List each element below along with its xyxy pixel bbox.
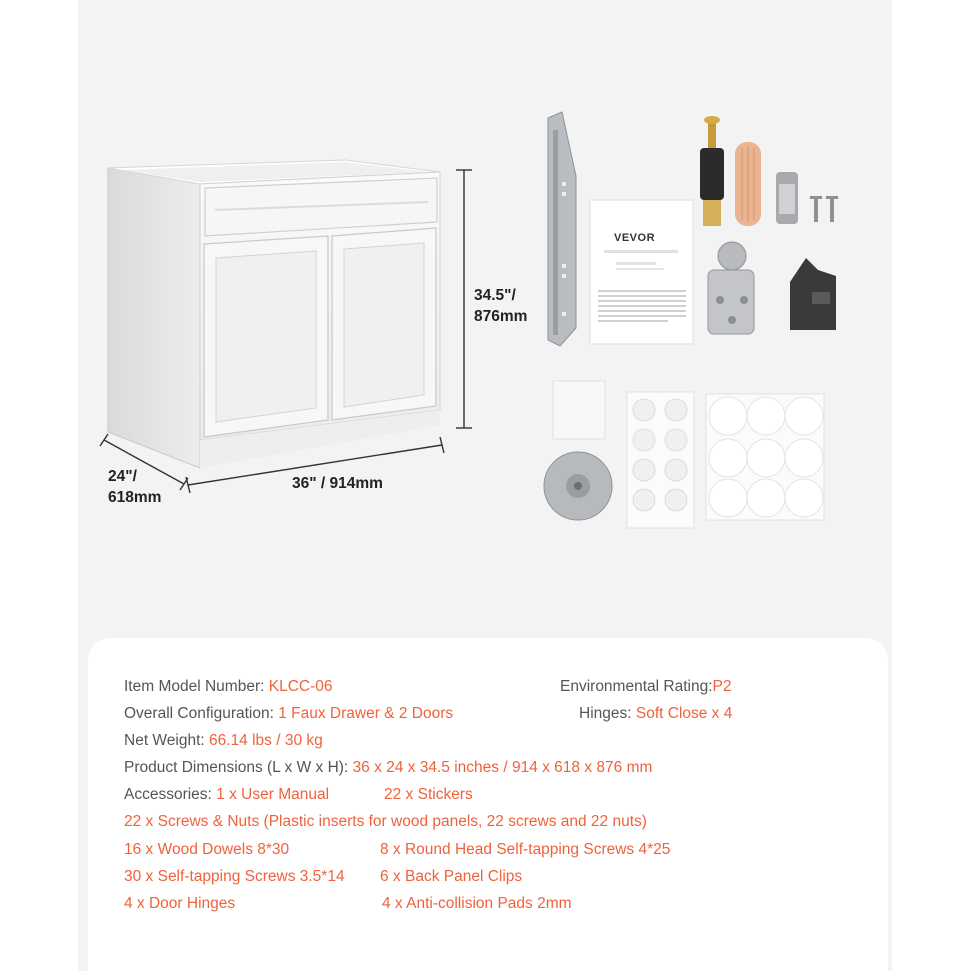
height-dimension-line — [456, 170, 472, 428]
vanity-cabinet — [108, 160, 440, 468]
width-dimension-label: 36" / 914mm — [292, 475, 383, 492]
cam-lock-disc — [544, 452, 612, 520]
hinges-label: Hinges: — [579, 705, 632, 722]
screws — [810, 196, 838, 222]
user-manual — [590, 200, 693, 344]
acc-manual: 1 x User Manual — [216, 786, 330, 803]
anti-collision-pads — [627, 392, 694, 528]
acc-pads: 4 x Anti-collision Pads 2mm — [382, 895, 572, 912]
environmental-rating — [560, 677, 731, 697]
manual-brand: VEVOR — [614, 232, 656, 244]
hinges — [579, 704, 732, 724]
env-label: Environmental Rating: — [560, 678, 713, 695]
product-dimensions — [124, 758, 652, 778]
hinges-value: Soft Close x 4 — [635, 705, 733, 722]
height-dimension-line2: 876mm — [474, 308, 528, 325]
accessories — [124, 785, 329, 805]
acc-clips: 6 x Back Panel Clips — [380, 868, 523, 885]
acc-stickers: 22 x Stickers — [384, 786, 473, 803]
acc-dowels: 16 x Wood Dowels 8*30 — [124, 841, 290, 858]
back-panel-clip — [790, 258, 836, 330]
model-value: KLCC-06 — [268, 678, 333, 695]
configuration — [124, 704, 453, 724]
config-value: 1 Faux Drawer & 2 Doors — [278, 705, 454, 722]
net-weight — [124, 731, 323, 751]
env-value: P2 — [712, 678, 732, 695]
acc-round-screws: 8 x Round Head Self-tapping Screws 4*25 — [380, 841, 671, 858]
depth-dimension-line1: 24"/ — [108, 468, 137, 485]
acc-hinges: 4 x Door Hinges — [124, 895, 236, 912]
door-hinge — [708, 242, 754, 334]
cam-bolt — [700, 116, 724, 226]
acc-self-tapping: 30 x Self-tapping Screws 3.5*14 — [124, 868, 345, 885]
felt-pad-pack — [553, 381, 605, 439]
model-number — [124, 677, 332, 697]
accessories-label: Accessories: — [124, 786, 212, 803]
weight-label: Net Weight: — [124, 732, 205, 749]
acc-screws-nuts: 22 x Screws & Nuts (Plastic inserts for wood panels, 22 screws and 22 nuts) — [124, 813, 647, 830]
height-dimension-line1: 34.5"/ — [474, 287, 516, 304]
config-label: Overall Configuration: — [124, 705, 274, 722]
dims-label: Product Dimensions (L x W x H): — [124, 759, 349, 776]
slide-rail — [548, 112, 576, 346]
weight-value: 66.14 lbs / 30 kg — [209, 732, 323, 749]
depth-dimension-line2: 618mm — [108, 489, 162, 506]
wood-dowel — [735, 142, 761, 226]
dims-value: 36 x 24 x 34.5 inches / 914 x 618 x 876 mm — [352, 759, 653, 776]
model-label: Item Model Number: — [124, 678, 265, 695]
sticker-sheet — [706, 394, 824, 520]
plastic-insert — [776, 172, 798, 224]
